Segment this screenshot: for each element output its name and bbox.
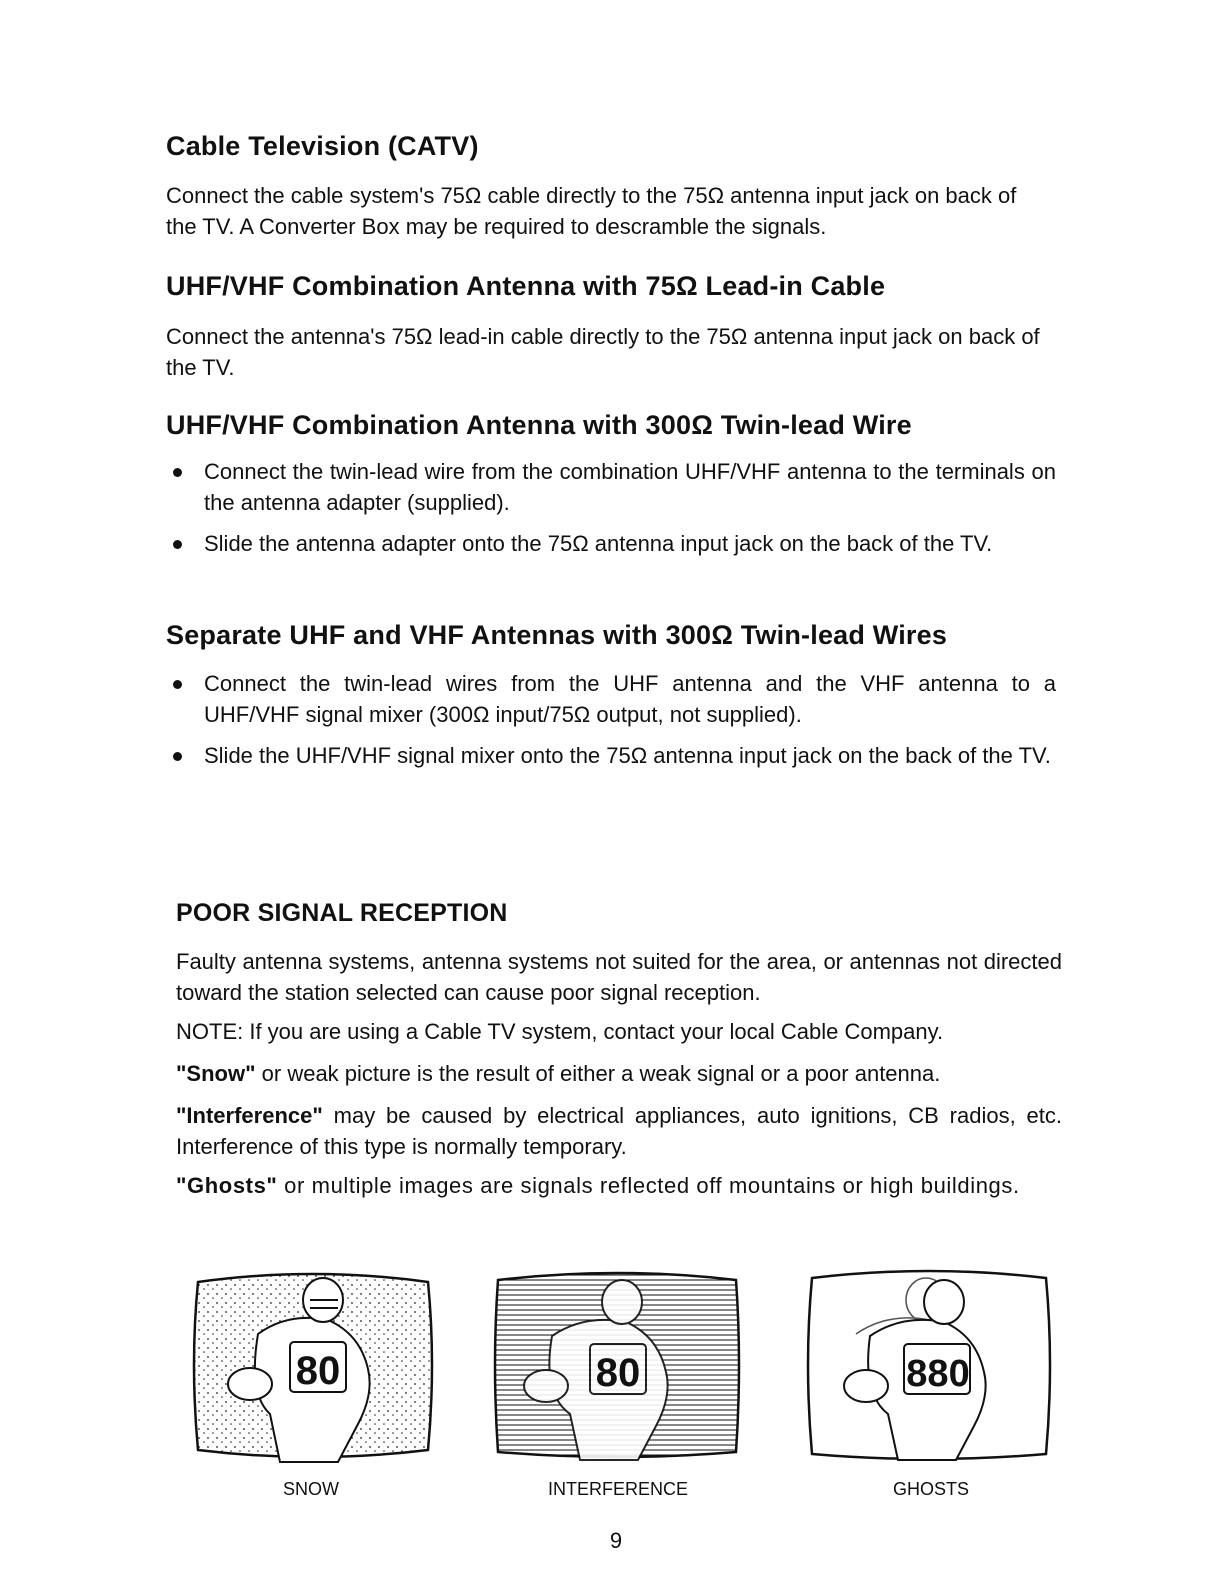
bullet-icon xyxy=(173,752,182,761)
snow-paragraph: "Snow" or weak picture is the result of either a weak signal or a poor antenna. xyxy=(176,1061,941,1086)
snow-figure xyxy=(188,1264,438,1470)
bullet-icon xyxy=(173,540,182,549)
bullet-icon xyxy=(173,468,182,477)
heading-poor-signal: POOR SIGNAL RECEPTION xyxy=(176,899,508,927)
list-item: Slide the UHF/VHF signal mixer onto the 75Ω antenna input jack on the back of the TV. xyxy=(166,740,1056,771)
uhf-vhf-75-body: Connect the antenna's 75Ω lead-in cable directly to the 75Ω antenna input jack on back of the TV. xyxy=(166,324,1040,380)
separate-antennas-list xyxy=(166,668,1056,781)
ghosts-figure xyxy=(804,1264,1054,1470)
bullet-icon xyxy=(173,680,182,689)
catv-body: Connect the cable system's 75Ω cable directly to the 75Ω antenna input jack on back of the TV. A Converter Box may be required to descramble the signals. xyxy=(166,183,1017,239)
ghosts-paragraph: "Ghosts" or multiple images are signals reflected off mountains or high buildings. xyxy=(176,1173,1020,1198)
snow-jersey-number: 80 xyxy=(295,1349,341,1393)
interference-tv-illustration xyxy=(492,1264,742,1470)
snow-term: "Snow" xyxy=(176,1061,256,1086)
snow-caption: SNOW xyxy=(283,1479,339,1499)
page-number: 9 xyxy=(609,1528,623,1553)
list-item: Connect the twin-lead wire from the combination UHF/VHF antenna to the terminals on the antenna adapter (supplied). xyxy=(166,456,1056,518)
list-item: Connect the twin-lead wires from the UHF antenna and the VHF antenna to a UHF/VHF signal mixer (300Ω input/75Ω output, not supplied). xyxy=(166,668,1056,730)
heading-catv: Cable Television (CATV) xyxy=(166,131,479,161)
list-item: Slide the antenna adapter onto the 75Ω antenna input jack on the back of the TV. xyxy=(166,528,1056,559)
uhf-vhf-300-list xyxy=(166,456,1056,569)
snow-tv-illustration xyxy=(188,1264,438,1470)
ghosts-jersey-number: 880 xyxy=(906,1353,970,1395)
interference-jersey-number: 80 xyxy=(595,1351,641,1395)
interference-term: "Interference" xyxy=(176,1103,323,1128)
poor-signal-intro: Faulty antenna systems, antenna systems not suited for the area, or antennas not directed toward the station selected can cause poor signal reception. xyxy=(176,949,1062,1005)
interference-caption: INTERFERENCE xyxy=(547,1479,688,1499)
heading-uhf-vhf-75: UHF/VHF Combination Antenna with 75Ω Lead-in Cable xyxy=(166,271,886,301)
heading-separate-antennas: Separate UHF and VHF Antennas with 300Ω Twin-lead Wires xyxy=(166,620,948,650)
interference-figure xyxy=(492,1264,742,1470)
ghosts-tv-illustration xyxy=(804,1264,1054,1470)
ghosts-caption: GHOSTS xyxy=(892,1479,969,1499)
heading-uhf-vhf-300: UHF/VHF Combination Antenna with 300Ω Twin-lead Wire xyxy=(166,410,912,440)
interference-paragraph: "Interference" may be caused by electrical appliances, auto ignitions, CB radios, etc. Interference of this type is normally temporary. xyxy=(176,1103,1062,1159)
poor-signal-note: NOTE: If you are using a Cable TV system, contact your local Cable Company. xyxy=(176,1019,944,1044)
ghosts-term: "Ghosts" xyxy=(176,1173,278,1198)
